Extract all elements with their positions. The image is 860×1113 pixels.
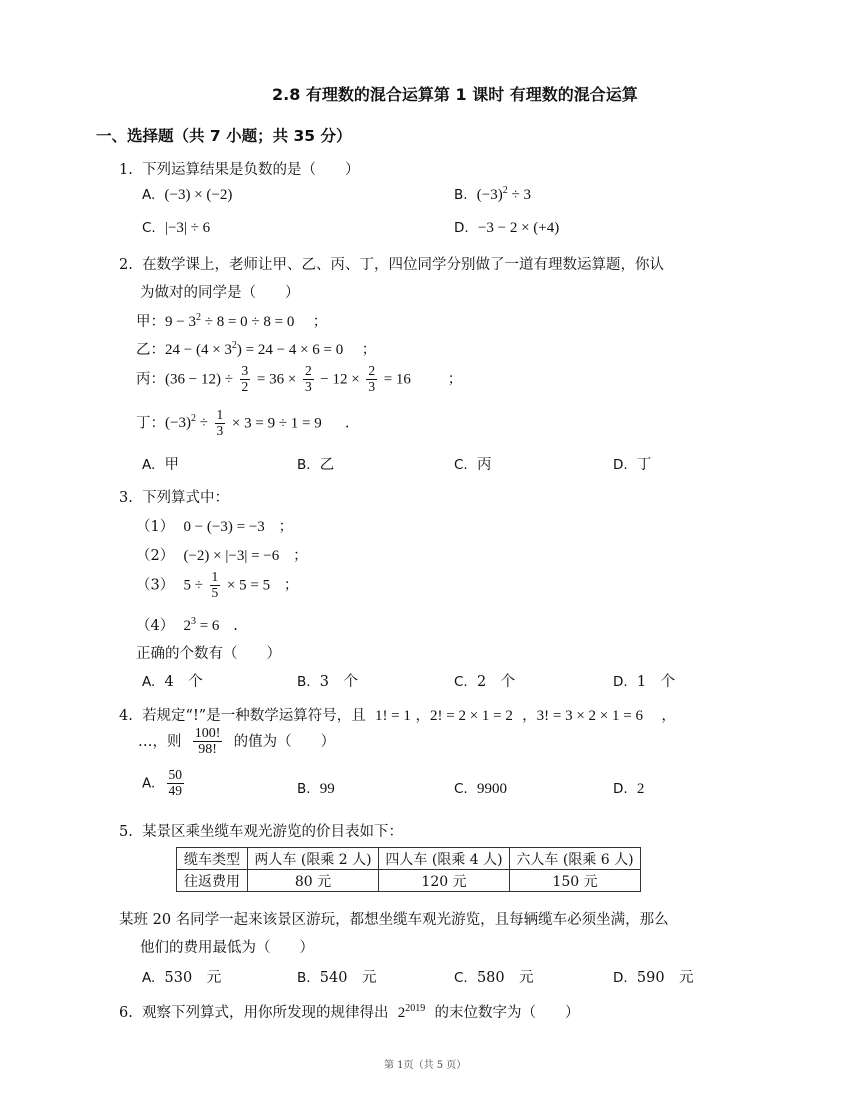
question-stem: 在数学课上，老师让甲、乙、丙、丁，四位同学分别做了一道有理数运算题，你认 [142, 257, 665, 273]
option-b[interactable]: B. 99 [297, 781, 335, 797]
option-c[interactable]: C. |−3| ÷ 6 [142, 220, 211, 236]
option-b[interactable]: B. $(-3)^2 \div 3$ [454, 185, 531, 203]
student-ding: 丁：$(-3)^2$ ÷ $\frac{1}{3}$ × 3 = 9 ÷ 1 = 9 . [136, 407, 350, 438]
price-table [176, 847, 641, 892]
option-d[interactable]: D. −3 − 2 × (+4) [454, 220, 560, 236]
option-b[interactable]: B. 乙 [297, 457, 335, 473]
statement-3: （3） 5 ÷ $\frac{1}{5}$ × 5 = 5 ； [136, 569, 299, 600]
option-c[interactable]: C. 9900 [454, 781, 507, 797]
student-bing: 丙：(36 − 12) ÷ $\frac{3}{2}$ = 36 × $\frac{2}{3}$ − 12 × $\frac{2}{3}$ = 16 ； [136, 363, 463, 394]
question-stem: 某景区乘坐缆车观光游览的价目表如下： [142, 824, 404, 840]
statement-4: （4） $2^3 = 6$ . [136, 616, 238, 634]
question-stem-cont: …，则 $\frac{100!}{98!}$ 的值为（ ） [138, 726, 336, 758]
statement-2: （2） (−2) × |−3| = −6 ； [136, 548, 308, 564]
option-a[interactable]: A. 4 个 [142, 674, 203, 690]
question-stem: 下列算式中： [142, 490, 230, 506]
question-number: 2. [119, 257, 133, 273]
question-ask: 正确的个数有（ ） [136, 646, 281, 662]
option-c[interactable]: C. 2 个 [454, 674, 516, 690]
option-d[interactable]: D. 590 元 [613, 970, 694, 986]
option-b[interactable]: B. 3 个 [297, 674, 359, 690]
question-number: 1. [119, 162, 133, 178]
student-yi: 乙：$24 - (4 \times 3^2) = 24 - 4 \times 6 = 0$ ； [136, 340, 377, 358]
table-row: 往返费用 80 元 120 元 150 元 [177, 870, 641, 892]
page-title: 2.8 有理数的混合运算第 1 课时 有理数的混合运算 [272, 85, 638, 104]
question-text: 某班 20 名同学一起来该景区游玩，都想坐缆车观光游览，且每辆缆车必须坐满，那么 [119, 912, 669, 928]
option-d[interactable]: D. 1 个 [613, 674, 676, 690]
option-b[interactable]: B. 540 元 [297, 970, 377, 986]
question-text-cont: 他们的费用最低为（ ） [140, 940, 314, 956]
question-number: 4. [119, 708, 133, 724]
statement-1: （1） 0 − (−3) = −3 ； [136, 519, 294, 535]
option-a[interactable]: A. $\frac{50}{49}$ [142, 767, 183, 798]
page-footer: 第 1页（共 5 页） [384, 1060, 467, 1071]
question-number: 5. [119, 824, 133, 840]
question-number: 6. [119, 1005, 133, 1021]
option-c[interactable]: C. 丙 [454, 457, 492, 473]
question-stem-cont: 为做对的同学是（ ） [140, 285, 300, 301]
table-row: 缆车类型 两人车 (限乘 2 人) 四人车 (限乘 4 人) 六人车 (限乘 6 人) [177, 848, 641, 870]
option-a[interactable]: A. 530 元 [142, 970, 222, 986]
option-d[interactable]: D. 丁 [613, 457, 652, 473]
section-heading: 一、选择题（共 7 小题；共 35 分） [96, 127, 352, 145]
option-a[interactable]: A. 甲 [142, 457, 180, 473]
question-number: 3. [119, 490, 133, 506]
option-a[interactable]: A. (−3) × (−2) [142, 187, 233, 203]
option-c[interactable]: C. 580 元 [454, 970, 534, 986]
option-d[interactable]: D. 2 [613, 781, 645, 797]
question-stem: 下列运算结果是负数的是（ ） [142, 162, 360, 178]
student-jia: 甲：$9 - 3^2 \div 8 = 0 \div 8 = 0$ ； [136, 312, 328, 330]
